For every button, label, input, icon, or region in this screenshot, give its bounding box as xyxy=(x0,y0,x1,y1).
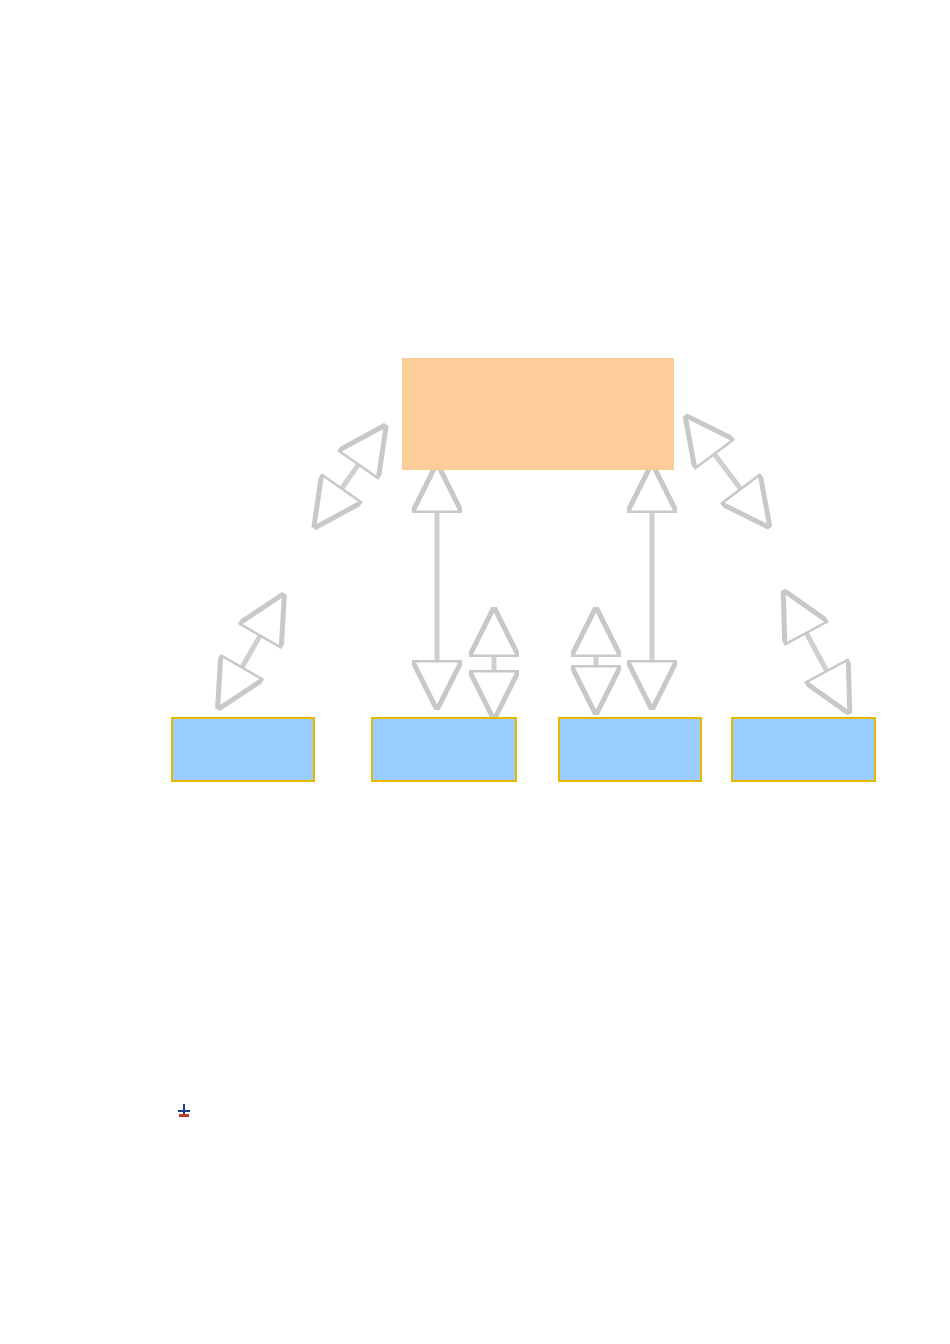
connector-arrows xyxy=(230,435,838,695)
solution-diagram xyxy=(0,340,950,800)
subunit-platform-box xyxy=(732,718,875,781)
arrow-top-to-mid-right xyxy=(700,435,755,508)
city-platform-rect xyxy=(402,358,674,470)
arrow-mid-right-to-bottom-4 xyxy=(795,612,838,692)
subunit-platform-box xyxy=(172,718,314,781)
subunit-platform-box xyxy=(559,718,701,781)
arrow-top-to-mid-left xyxy=(328,445,372,508)
city-platform-node xyxy=(402,358,674,470)
subunit-platform-node-1 xyxy=(172,718,314,781)
subunit-platform-node-4 xyxy=(732,718,875,781)
subunit-platform-box xyxy=(372,718,516,781)
bullet-icon xyxy=(176,1103,192,1119)
security-bullet xyxy=(176,1103,210,1119)
subunit-platform-node-3 xyxy=(559,718,701,781)
subunit-platform-node-2 xyxy=(372,718,516,781)
arrow-mid-left-to-bottom-1 xyxy=(230,615,272,688)
